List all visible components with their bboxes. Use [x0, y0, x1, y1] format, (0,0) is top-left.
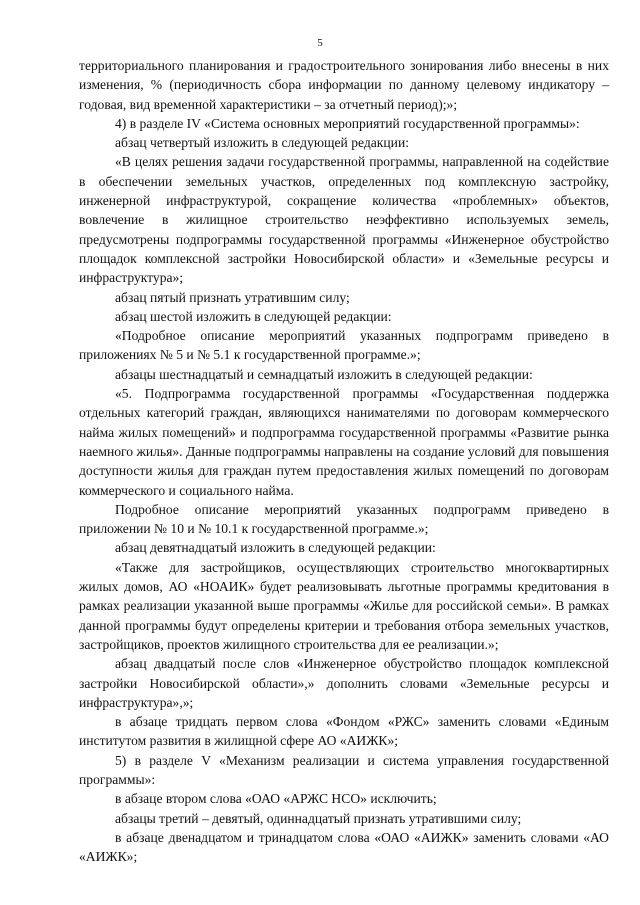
paragraph-quote: «Также для застройщиков, осуществляющих строительство многоквартирных жилых домов, АО «НОАИК» будет реализовывать льготные программы кредитования в рамках реализации указанной выше программы «Жилье для российской семьи». В рамках данной программы будут определены критерии и требования отбора земельных участков, застройщиков, проектов жилищного строительства для ее реализации.»;	[79, 559, 609, 652]
paragraph-instruction: в абзаце двенадцатом и тринадцатом слова «ОАО «АИЖК» заменить словами «АО «АИЖК»;	[79, 829, 609, 865]
paragraph-instruction: абзац девятнадцатый изложить в следующей редакции:	[115, 540, 436, 556]
paragraph-instruction: абзацы шестнадцатый и семнадцатый изложить в следующей редакции:	[115, 366, 533, 382]
paragraph-instruction: в абзаце тридцать первом слова «Фондом «РЖС» заменить словами «Единым институтом развития в жилищной сфере АО «АИЖК»;	[79, 714, 609, 749]
paragraph-section-4: 4) в разделе IV «Система основных мероприятий государственной программы»:	[115, 115, 580, 131]
page-number: 5	[317, 37, 323, 49]
paragraph-continuation: территориального планирования и градостроительного зонирования либо внесены в них изменения, % (периодичность сбора информации по данному целевому индикатору – годовая, вид временной характеристики – за отчетный период);»;	[79, 58, 609, 112]
paragraph-instruction: в абзаце втором слова «ОАО «АРЖС НСО» исключить;	[115, 791, 437, 807]
document-body	[79, 56, 609, 866]
paragraph-instruction: абзац двадцатый после слов «Инженерное обустройство площадок комплексной застройки Новосибирской области»,» дополнить словами «Земельные ресурсы и инфраструктура»,»;	[79, 656, 609, 710]
paragraph-instruction: абзац шестой изложить в следующей редакции:	[115, 308, 392, 324]
paragraph-instruction: абзац пятый признать утратившим силу;	[115, 289, 350, 305]
paragraph-quote: «Подробное описание мероприятий указанных подпрограмм приведено в приложениях № 5 и № 5.1 к государственной программе.»;	[79, 328, 609, 363]
paragraph-instruction: абзацы третий – девятый, одиннадцатый признать утратившими силу;	[115, 810, 522, 826]
paragraph-instruction: абзац четвертый изложить в следующей редакции:	[115, 135, 410, 151]
paragraph-quote: «В целях решения задачи государственной программы, направленной на содействие в обеспечении земельных участков, определенных под комплексную застройку, инженерной инфраструктурой, сокращение количества «проблемных» объектов, вовлечение в жилищное строительство неэффективно используемых земель, предусмотрены подпрограммы государственной программы «Инженерное обустройство площадок комплексной застройки Новосибирской области» и «Земельные ресурсы и инфраструктура»;	[79, 154, 609, 286]
paragraph-quote: Подробное описание мероприятий указанных подпрограмм приведено в приложении № 10 и № 10.1 к государственной программе.»;	[79, 501, 609, 537]
paragraph-section-5: 5) в разделе V «Механизм реализации и система управления государственной программы»:	[79, 752, 609, 787]
paragraph-quote: «5. Подпрограмма государственной программы «Государственная поддержка отдельных категорий граждан, являющихся нанимателями по договорам коммерческого найма жилых помещений» и подпрограмма государственной программы «Развитие рынка наемного жилья». Данные подпрограммы направлены на создание условий для повышения доступности жилья для граждан путем предоставления жилых помещений по договорам коммерческого и социального найма.	[79, 386, 609, 498]
